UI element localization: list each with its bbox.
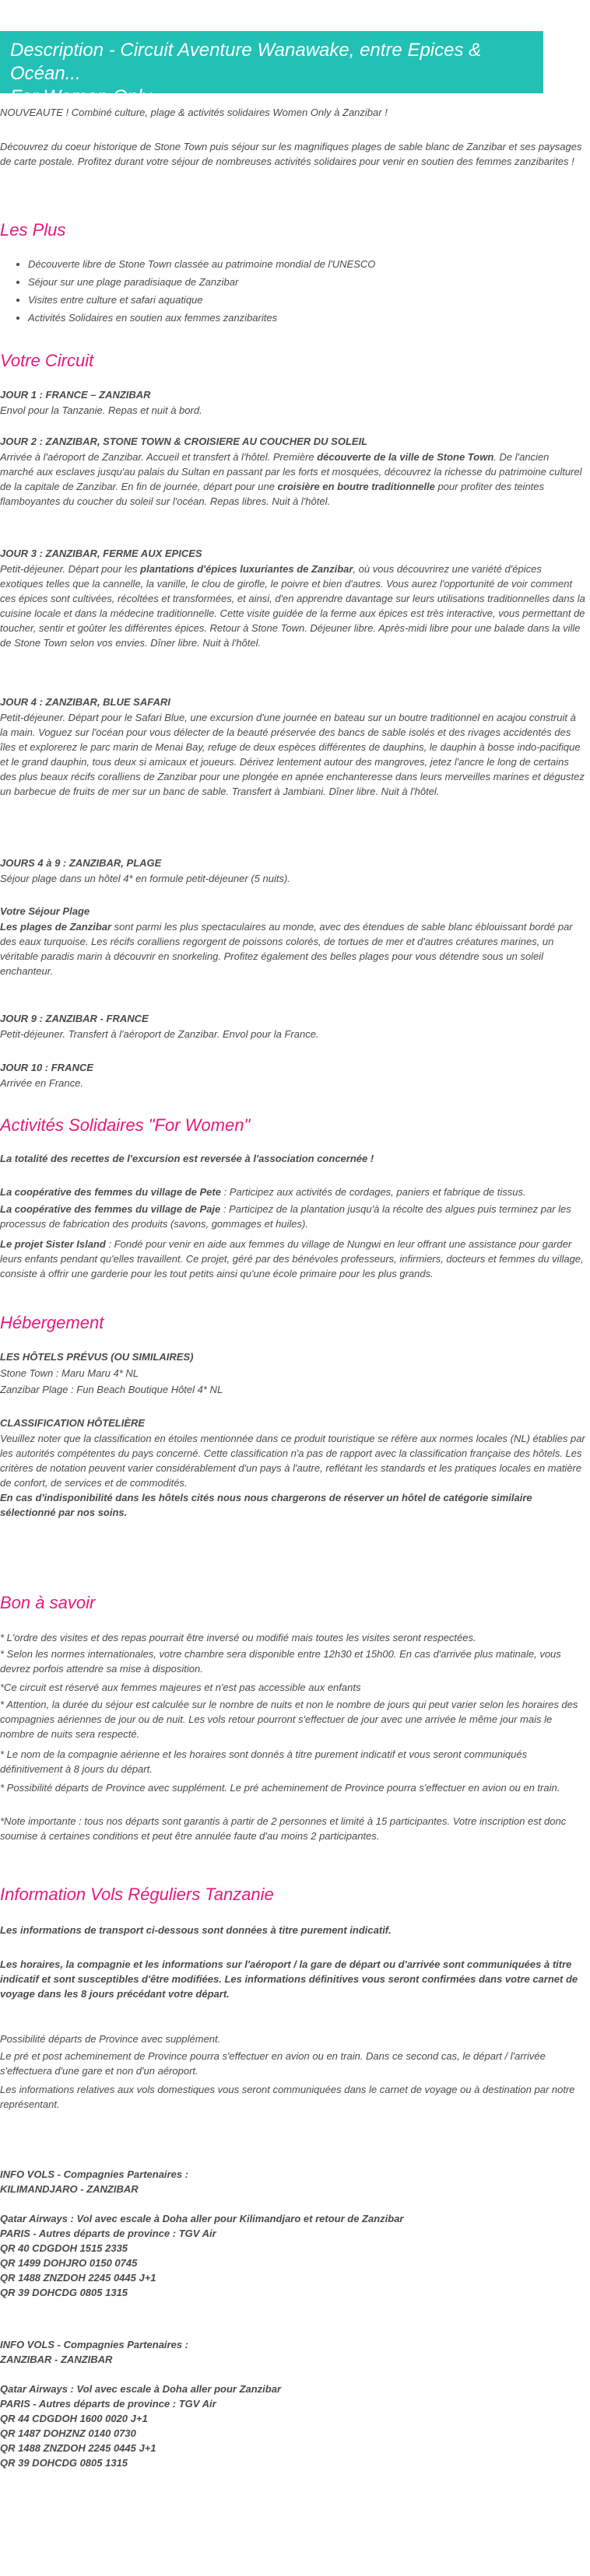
flight-block-zanzibar: INFO VOLS - Compagnies Partenaires : ZANZIBAR - ZANZIBAR Qatar Airways : Vol avec escale à Doha aller pour Zanzibar PARIS - Autres départs de province : TGV Air QR 44 CDGDOH 1600 0020 J+1 QR 1487 DOHZNZ 0140 0730 QR 1488 ZNZDOH 2245 0445 J+1 QR 39 DOHCDG 0805 1315 (0, 2339, 282, 2469)
hotels-prevus-heading: LES HÔTELS PRÉVUS (OU SIMILAIRES) (0, 1351, 194, 1363)
bon-item-7: *Note importante : tous nos départs sont garantis à partir de 2 personnes et limité à 15 participantes. Votre inscription est donc soumise à certaines conditions et peut être annulée faute d'au moins 2 participantes. (0, 1815, 567, 1842)
day-9-text: Petit-déjeuner. Transfert à l'aéroport de Zanzibar. Envol pour la France. (0, 1028, 319, 1040)
day-9-heading: JOUR 9 : ZANZIBAR - FRANCE (0, 1013, 149, 1024)
list-item: • Découverte libre de Stone Town classée au patrimoine mondial de l'UNESCO (28, 255, 375, 273)
bon-item-2: * Selon les normes internationales, votre chambre sera disponible entre 12h30 et 15h00. En cas d'arrivée plus matinale, vous devrez porfois attendre sa mise à disposition. (0, 1648, 561, 1675)
intro-new: NOUVEAUTE ! Combiné culture, plage & activités solidaires Women Only à Zanzibar ! (0, 107, 388, 118)
circuit-title: Votre Circuit (0, 351, 94, 370)
solidaires-item-paje: La coopérative des femmes du village de Paje : Participez de la plantation jusqu'à la récolte des algues puis terminez par les processus de fabrication des produits (savons, gommages et huiles). (0, 1203, 571, 1230)
vols-horaires: Les horaires, la compagnie et les informations sur l'aéroport / la gare de départ ou d'arrivée sont communiquées à titre indicatif et sont susceptibles d'être modifiées. Les informations définitives vous seront confirmées dans votre carnet de voyage dans les 8 jours précédant votre départ. (0, 1958, 578, 2000)
header-title-line-2: For Women Only (10, 86, 152, 107)
day-2-text: Arrivée à l'aéroport de Zanzibar. Accueil et transfert à l'hôtel. Première découverte de la ville de Stone Town. De l'ancien marché aux esclaves jusqu'au palais du Sultan en passant par les forts et mosquées, découvrez la richesse du patrimoine culturel de la capitale de Zanzibar. En fin de journée, départ pour une croisière en boutre traditionnelle pour profiter des teintes flamboyantes du coucher du soleil sur l'océan. Repas libres. Nuit à l'hôtel. (0, 451, 582, 507)
bon-item-5: * Le nom de la compagnie aérienne et les horaires sont donnés à titre purement indicatif et vous seront communiqués définitivement à 8 jours du départ. (0, 1748, 528, 1775)
vols-indicatif: Les informations de transport ci-dessous sont données à titre purement indicatif. (0, 1924, 392, 1936)
list-item: • Activités Solidaires en soutien aux femmes zanzibarites (28, 309, 375, 327)
hebergement-title: Hébergement (0, 1313, 104, 1332)
hotel-stone-town: Stone Town : Maru Maru 4* NL (0, 1367, 139, 1379)
day-3-text: Petit-déjeuner. Départ pour les plantations d'épices luxuriantes de Zanzibar, où vous découvrirez une variété d'épices exotiques telles que la cannelle, la vanille, le clou de girofle, le poivre et bien d'autres. Vous aurez l'opportunité de voir comment ces épices sont cultivées, récoltées et transformées, et ainsi, d'en apprendre davantage sur leurs utilisations traditionnelles dans la cuisine locale et dans la médecine traditionnelle. Cette visite guidée de la ferme aux épices est très interactive, vous permettant de toucher, sentir et goûter les différentes épices. Retour à Stone Town. Déjeuner libre. Après-midi libre pour une balade dans la ville de Stone Town selon vos envies. Dîner libre. Nuit à l'hôtel. (0, 563, 585, 649)
list-item: • Séjour sur une plage paradisiaque de Zanzibar (28, 273, 375, 291)
bon-a-savoir-title: Bon à savoir (0, 1593, 96, 1612)
day-10-text: Arrivée en France. (0, 1077, 83, 1089)
bon-item-6: * Possibilité départs de Province avec supplément. Le pré acheminement de Province pourra s'effectuer en avion ou en train. (0, 1782, 560, 1794)
sejour-plage-text: Les plages de Zanzibar sont parmi les plus spectaculaires au monde, avec des étendues de sable blanc éblouissant bordé par des eaux turquoise. Les récifs coralliens regorgent de poissons colorés, de tortues de mer et d'autres créatures marines, un véritable paradis marin à découvrir en snorkeling. Profitez également des belles plages pour vous détendre sous un soleil enchanteur. (0, 921, 573, 977)
list-item: • Visites entre culture et safari aquatique (28, 291, 375, 309)
header-title-line-1: Description - Circuit Aventure Wanawake, entre Epices & Océan... (10, 40, 482, 84)
les-plus-list (12, 255, 375, 327)
page-header (0, 31, 543, 107)
classification-heading: CLASSIFICATION HÔTELIÈRE (0, 1417, 146, 1429)
days-4-9-heading: JOURS 4 à 9 : ZANZIBAR, PLAGE (0, 857, 162, 869)
solidaires-title: Activités Solidaires "For Women" (0, 1115, 251, 1135)
day-1-text: Envol pour la Tanzanie. Repas et nuit à bord. (0, 404, 202, 416)
hotel-zanzibar-plage: Zanzibar Plage : Fun Beach Boutique Hôtel 4* NL (0, 1384, 223, 1395)
solidaires-item-sister-island: Le projet Sister Island : Fondé pour venir en aide aux femmes du village de Nungwi en leur offrant une assistance pour garder leurs enfants pendant qu'elles travaillent. Ce projet, géré par des bénévoles professeurs, infirmiers, docteurs et femmes du village, consiste à offrir une garderie pour les tout petits ainsi qu'une école primaire pour les plus grands. (0, 1238, 584, 1279)
solidaires-lead: La totalité des recettes de l'excursion est reversée à l'association concernée ! (0, 1153, 374, 1164)
bon-item-4: * Attention, la durée du séjour est calculée sur le nombre de nuits et non le nombre de jours qui peut varier selon les horaires des compagnies aériennes de jour ou de nuit. Les vols retour pourront s'effectuer de jour avec une arrivée le même jour mais le nombre de nuits sera respecté. (0, 1699, 578, 1740)
bon-item-3: *Ce circuit est réservé aux femmes majeures et n'est pas accessible aux enfants (0, 1682, 361, 1693)
day-4-text: Petit-déjeuner. Départ pour le Safari Blue, une excursion d'une journée en bateau sur un boutre traditionnel en acajou construit à la main. Voguez sur l'océan pour vous délecter de la beauté préservée des bancs de sable isolés et des rivages accidentés des îles et explorerez le parc marin de Menai Bay, refuge de deux espèces différentes de dauphins, le dauphin à bosse indo-pacifique et le grand dauphin, tous deux si amicaux et joueurs. Dérivez lentement autour des mangroves, jetez l'ancre le long de certains des plus beaux récifs coralliens de Zanzibar pour une plongée en apnée enchanteresse dans leurs merveilles marines et dégustez un barbecue de fruits de mer sur un banc de sable. Transfert à Jambiani. Dîner libre. Nuit à l'hôtel. (0, 712, 585, 797)
vols-domestiques: Les informations relatives aux vols domestiques vous seront communiquées dans le carnet de voyage ou à destination par notre représentant. (0, 2084, 575, 2110)
day-4-heading: JOUR 4 : ZANZIBAR, BLUE SAFARI (0, 696, 170, 708)
flight-block-kilimandjaro: INFO VOLS - Compagnies Partenaires : KILIMANDJARO - ZANZIBAR Qatar Airways : Vol avec escale à Doha aller pour Kilimandjaro et retour de Zanzibar PARIS - Autres départs de province : TGV Air QR 40 CDGDOH 1515 2335 QR 1499 DOHJRO 0150 0745 QR 1488 ZNZDOH 2245 0445 J+1 QR 39 DOHCDG 0805 1315 (0, 2168, 404, 2298)
vols-title: Information Vols Réguliers Tanzanie (0, 1885, 274, 1904)
sejour-plage-heading: Votre Séjour Plage (0, 905, 90, 917)
solidaires-item-pete: La coopérative des femmes du village de Pete : Participez aux activités de cordages, paniers et fabrique de tissus. (0, 1186, 526, 1198)
intro-description: Découvrez du coeur historique de Stone Town puis séjour sur les magnifiques plages de sable blanc de Zanzibar et ses paysages de carte postale. Profitez durant votre séjour de nombreuses activités solidaires pour venir en soutien des femmes zanzibarites ! (0, 141, 582, 167)
classification-note: En cas d'indisponibilité dans les hôtels cités nous nous chargerons de réserver un hôtel de catégorie similaire sélectionné par nos soins. (0, 1492, 532, 1518)
day-2-heading: JOUR 2 : ZANZIBAR, STONE TOWN & CROISIERE AU COUCHER DU SOLEIL (0, 436, 368, 447)
day-3-heading: JOUR 3 : ZANZIBAR, FERME AUX EPICES (0, 548, 202, 559)
les-plus-title: Les Plus (0, 220, 66, 240)
days-4-9-text: Séjour plage dans un hôtel 4* en formule petit-déjeuner (5 nuits). (0, 873, 290, 884)
classification-text: Veuillez noter que la classification en étoiles mentionnée dans ce produit touristique se réfère aux normes locales (NL) établies par les autorités compétentes du pays concerné. Cette classification n'a pas de rapport avec la classification française des hôtels. Les critères de notation peuvent varier considérablement d'un pays à l'autre, reflétant les standards et les pratiques locales en matière de confort, de services et de commodités. (0, 1433, 585, 1489)
vols-acheminement: Le pré et post acheminement de Province pourra s'effectuer en avion ou en train. Dans ce second cas, le départ / l'arrivée s'effectuera d'une gare et non d'un aéroport. (0, 2050, 546, 2077)
day-10-heading: JOUR 10 : FRANCE (0, 1062, 93, 1073)
bon-item-1: * L'ordre des visites et des repas pourrait être inversé ou modifié mais toutes les visites seront respectées. (0, 1632, 476, 1643)
day-1-heading: JOUR 1 : FRANCE – ZANZIBAR (0, 389, 151, 401)
vols-province: Possibilité départs de Province avec supplément. (0, 2033, 221, 2045)
